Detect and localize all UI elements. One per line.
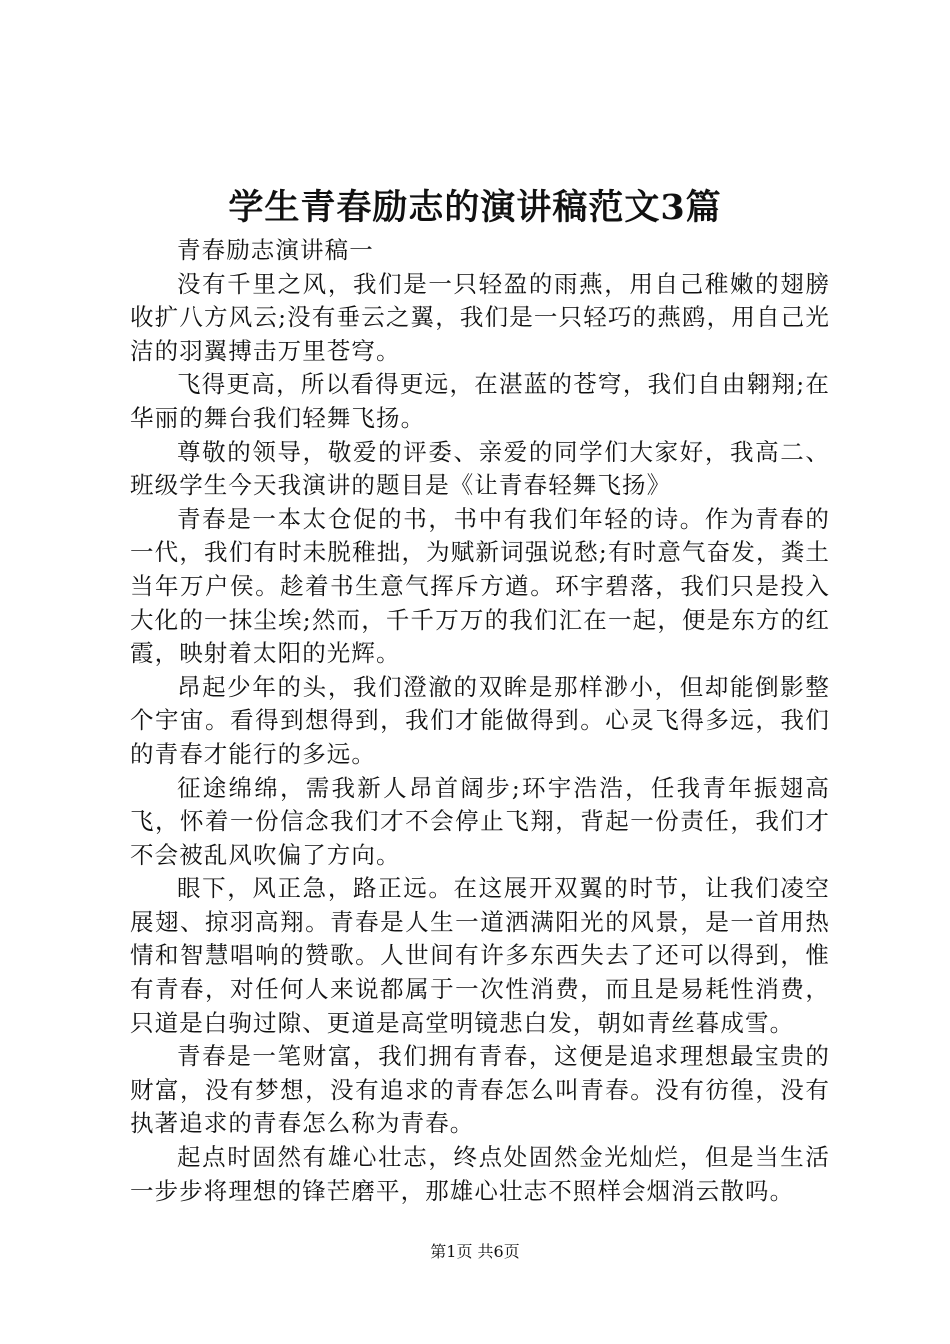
paragraph: 青春是一笔财富，我们拥有青春，这便是追求理想最宝贵的财富，没有梦想，没有追求的青春怎么叫青春。没有彷徨，没有执著追求的青春怎么称为青春。: [130, 1042, 830, 1138]
paragraph: 飞得更高，所以看得更远，在湛蓝的苍穹，我们自由翱翔;在华丽的舞台我们轻舞飞扬。: [130, 370, 830, 432]
paragraph: 尊敬的领导，敬爱的评委、亲爱的同学们大家好，我高二、班级学生今天我演讲的题目是《让青春轻舞飞扬》: [130, 437, 830, 500]
paragraph: 起点时固然有雄心壮志，终点处固然金光灿烂，但是当生活一步步将理想的锋芒磨平，那雄心壮志不照样会烟消云散吗。: [130, 1143, 830, 1205]
paragraph: 眼下，风正急，路正远。在这展开双翼的时节，让我们凌空展翅、掠羽高翔。青春是人生一道洒满阳光的风景，是一首用热情和智慧唱响的赞歌。人世间有许多东西失去了还可以得到，惟有青春，对任何人来说都属于一次性消费，而且是易耗性消费，只道是白驹过隙、更道是高堂明镜悲白发，朝如青丝暮成雪。: [130, 874, 830, 1037]
paragraph: 没有千里之风，我们是一只轻盈的雨燕，用自己稚嫩的翅膀收扩八方风云;没有垂云之翼，我们是一只轻巧的燕鸥，用自己光洁的羽翼搏击万里苍穹。: [130, 269, 830, 365]
paragraph: 青春是一本太仓促的书，书中有我们年轻的诗。作为青春的一代，我们有时未脱稚拙，为赋新词强说愁;有时意气奋发，粪土当年万户侯。趁着书生意气挥斥方遒。环宇碧落，我们只是投入大化的一抹尘埃;然而，千千万万的我们汇在一起，便是东方的红霞，映射着太阳的光辉。: [130, 504, 830, 668]
document-body: [130, 234, 830, 1208]
document-title: 学生青春励志的演讲稿范文3篇: [228, 187, 722, 228]
section-heading: 青春励志演讲稿一: [177, 236, 374, 264]
paragraph: 征途绵绵，需我新人昂首阔步;环宇浩浩，任我青年振翅高飞，怀着一份信念我们才不会停止飞翔，背起一份责任，我们才不会被乱风吹偏了方向。: [130, 773, 830, 869]
page-footer: 第1页 共6页: [430, 1242, 520, 1261]
paragraph: 昂起少年的头，我们澄澈的双眸是那样渺小，但却能倒影整个宇宙。看得到想得到，我们才能做得到。心灵飞得多远，我们的青春才能行的多远。: [130, 672, 830, 768]
